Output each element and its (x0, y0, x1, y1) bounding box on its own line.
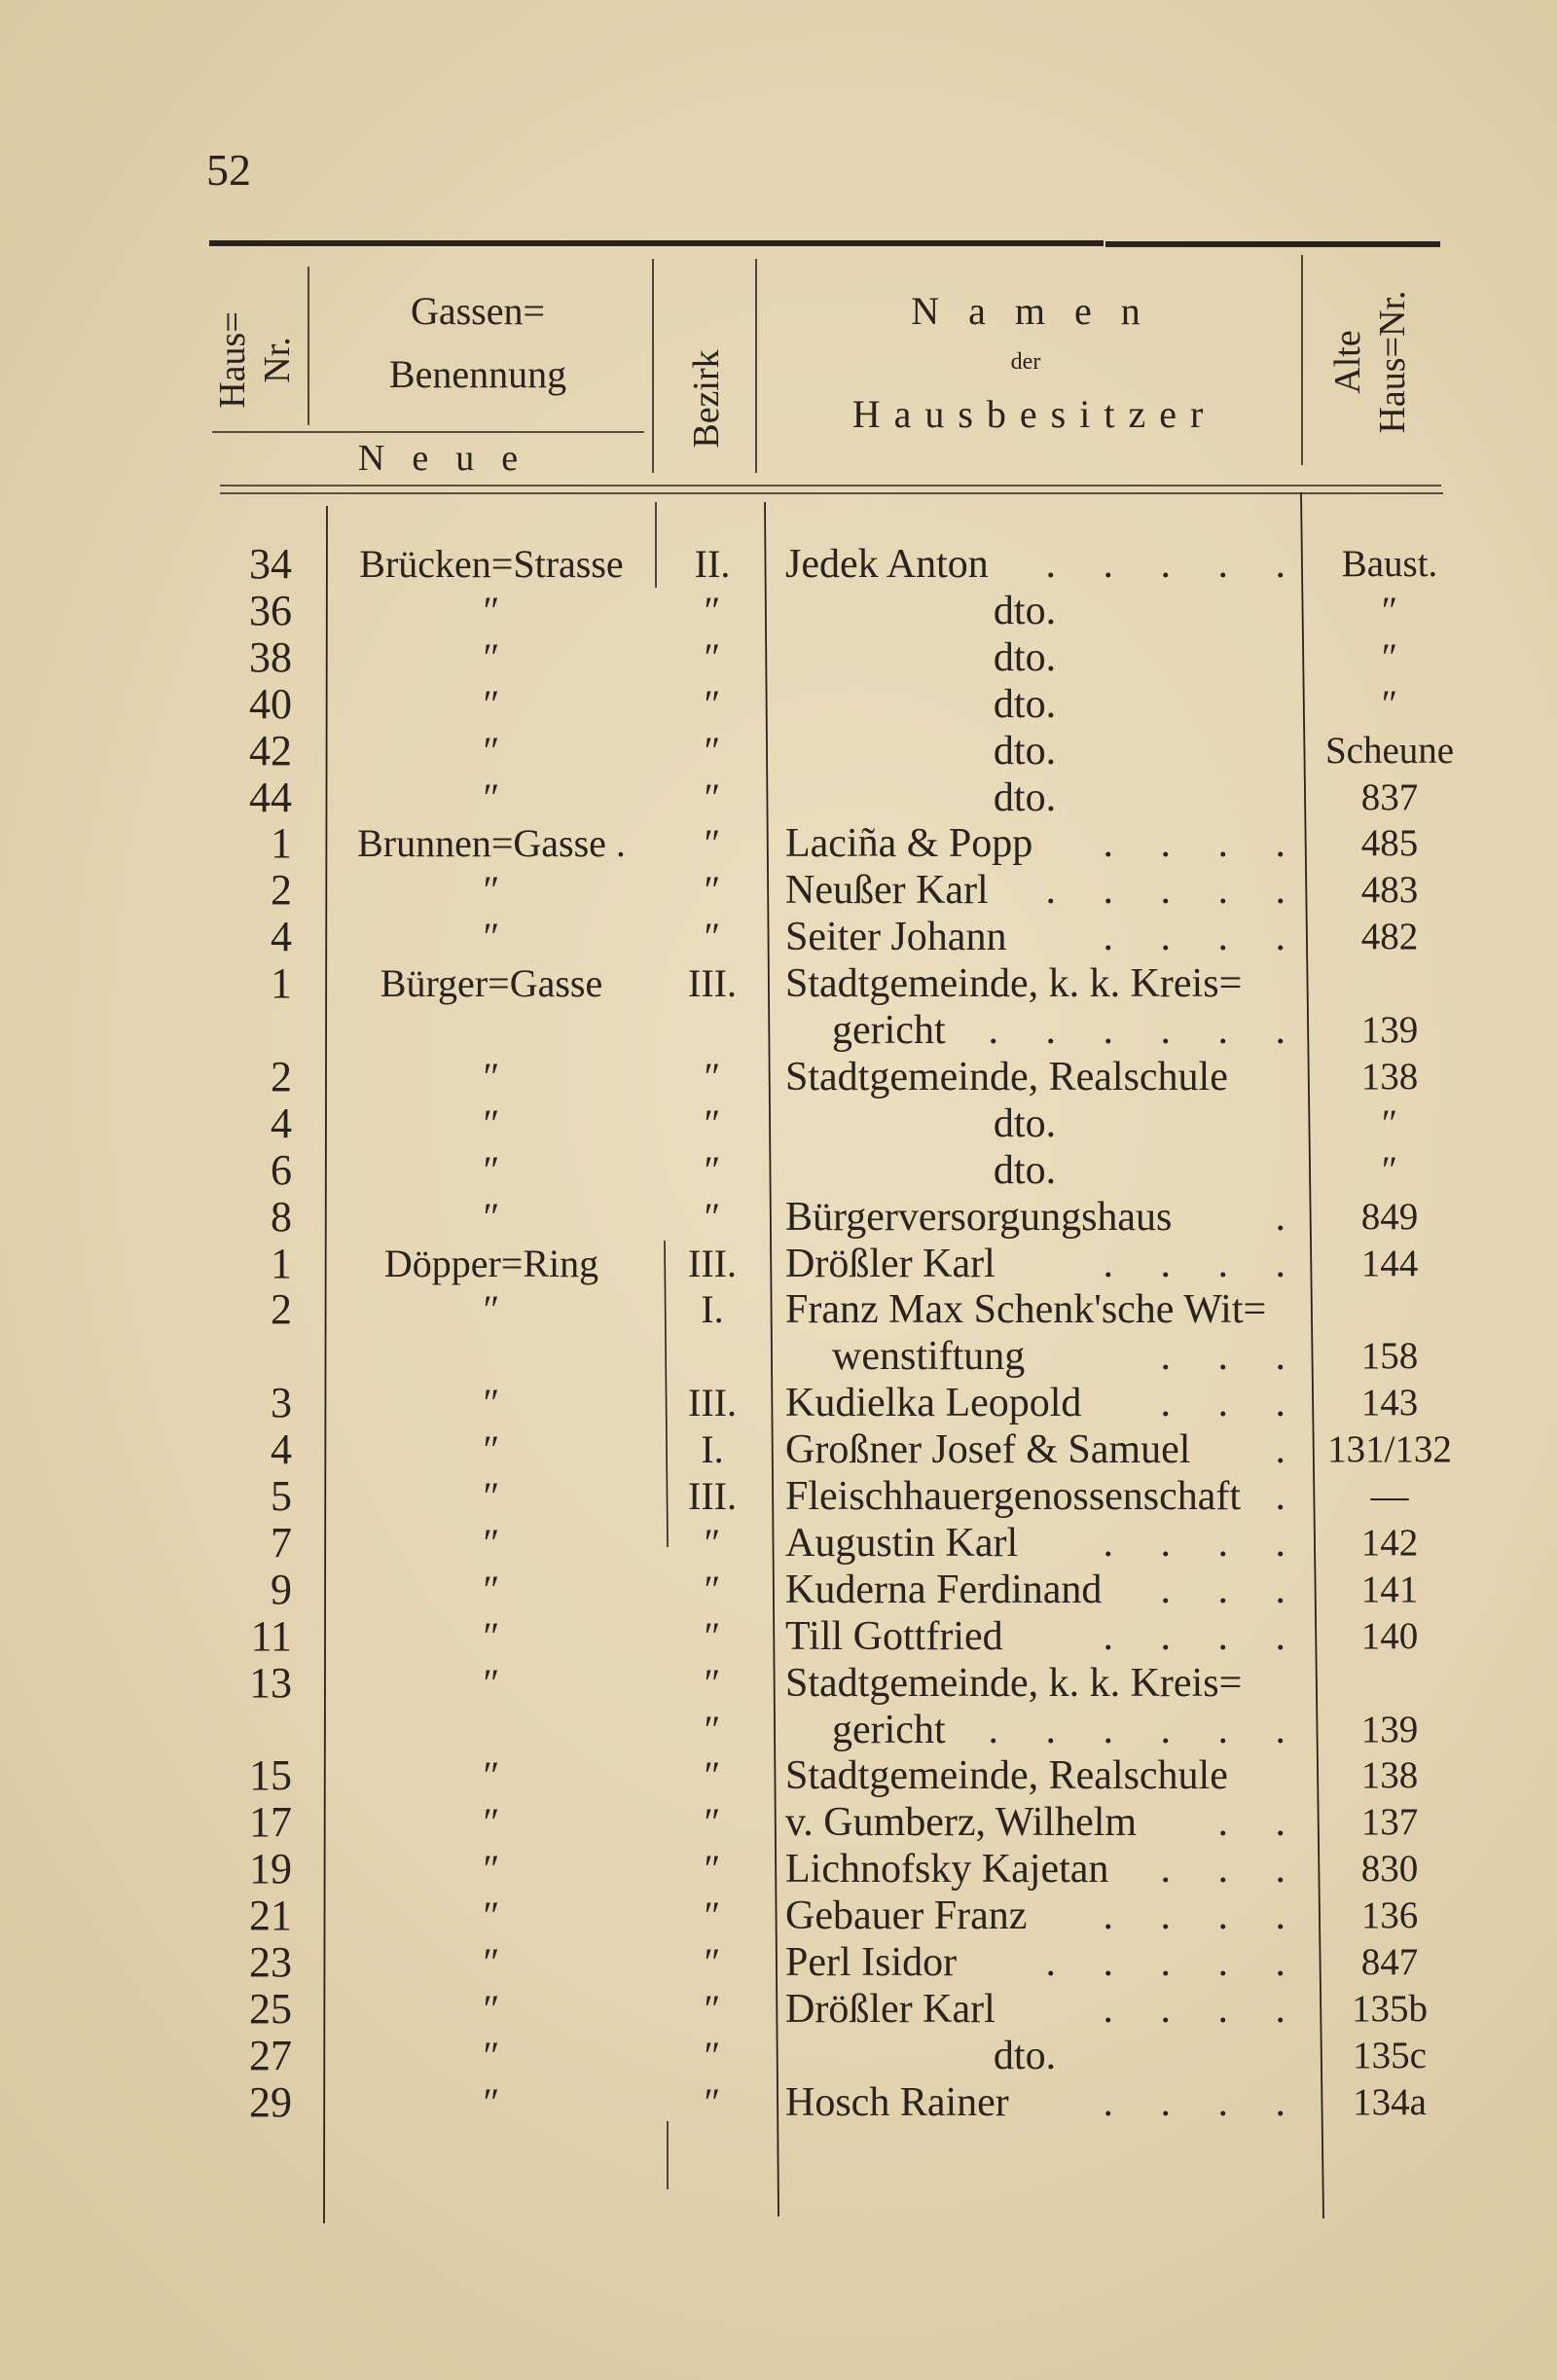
table-row (0, 1799, 1557, 1846)
owner-cell (774, 541, 1299, 588)
owner-cell (774, 820, 1299, 867)
owner-cell (774, 1613, 1299, 1660)
table-row (0, 1567, 1557, 1613)
district: ″ (704, 1986, 721, 2031)
table-row (0, 588, 1557, 634)
new-house-number: 1 (271, 819, 292, 868)
new-house-number: 8 (271, 1192, 292, 1241)
owner-name: Franz Max Schenk'sche Wit= (785, 1287, 1267, 1333)
owner-name: dto. (993, 2033, 1057, 2078)
street-name: ″ (483, 2033, 500, 2077)
new-house-number: 44 (249, 773, 292, 821)
owner-cell (774, 1380, 1299, 1426)
owner-cell (774, 1567, 1299, 1613)
new-house-number: 13 (249, 1658, 292, 1707)
header-owner-line3: Hausbesitzer (851, 392, 1217, 436)
street-name: ″ (483, 1567, 500, 1611)
district: ″ (704, 1707, 721, 1751)
owner-name: wenstiftung (832, 1334, 1026, 1380)
new-house-number: 2 (271, 1052, 292, 1100)
owner-cell (774, 1333, 1299, 1380)
table-row (0, 867, 1557, 914)
header-old-house-number-line1: Alte (1327, 330, 1368, 394)
header-house-number (210, 277, 300, 443)
old-house-number: 158 (1360, 1335, 1419, 1378)
owner-cell (774, 1520, 1299, 1567)
header-district: Bezirk (686, 349, 727, 449)
district: ″ (704, 634, 721, 679)
street-name: ″ (483, 634, 500, 679)
street-name (336, 1333, 647, 1380)
street-name: Brunnen=Gasse . (357, 821, 626, 866)
owner-name: Neußer Karl (785, 868, 989, 914)
district: ″ (704, 1800, 721, 1845)
district: ″ (704, 1194, 721, 1239)
new-house-number: 5 (271, 1472, 292, 1520)
old-house-number: 485 (1360, 822, 1419, 865)
leader-dots: . . . . (1103, 2079, 1285, 2125)
old-house-number: 139 (1360, 1708, 1419, 1750)
owner-name: gericht (832, 1707, 946, 1752)
street-name: ″ (483, 1194, 500, 1239)
leader-dots: . . . . . (1045, 868, 1285, 914)
new-house-number: 1 (271, 959, 292, 1008)
new-house-number (191, 1007, 292, 1054)
page-number: 52 (206, 145, 251, 195)
street-name: ″ (483, 1753, 500, 1798)
district: ″ (704, 2079, 721, 2124)
leader-dots: . . . . (1103, 1520, 1285, 1566)
leader-dots: . . . . (1103, 1893, 1285, 1939)
owner-name: Stadtgemeinde, Realschule (785, 1054, 1228, 1100)
new-house-number: 4 (271, 1425, 292, 1474)
owner-cell (774, 1752, 1299, 1799)
new-house-number: 19 (249, 1845, 292, 1893)
district: ″ (704, 588, 721, 632)
district (662, 1333, 763, 1380)
old-house-number: 135b (1352, 1987, 1428, 2030)
district: ″ (704, 915, 721, 959)
owner-cell (774, 1194, 1299, 1241)
owner-name: Drößler Karl (785, 1241, 996, 1286)
table-row (0, 1893, 1557, 1939)
owner-cell (774, 1241, 1299, 1287)
district: ″ (704, 868, 721, 913)
owner-cell (774, 1707, 1299, 1753)
new-house-number: 29 (249, 2077, 292, 2126)
header-old-house-number-line2: Haus=Nr. (1372, 290, 1413, 434)
old-house-number: 131/132 (1327, 1428, 1452, 1471)
leader-dots: . . . . (1103, 1613, 1285, 1659)
owner-name: dto. (993, 681, 1057, 727)
old-house-number: 847 (1360, 1941, 1419, 1983)
owner-cell (774, 1893, 1299, 1939)
old-house-number: ″ (1381, 635, 1398, 678)
district: III. (688, 1241, 737, 1285)
new-house-number: 40 (249, 679, 292, 728)
owner-name: Drößler Karl (785, 1986, 996, 2032)
leader-dots: . . . . . (1045, 1940, 1285, 1985)
owner-name: dto. (993, 634, 1057, 680)
old-house-number: Scheune (1324, 729, 1455, 772)
header-street-line2: Benennung (388, 352, 567, 396)
owner-cell (774, 588, 1299, 634)
new-house-number: 2 (271, 1285, 292, 1334)
owner-cell (774, 1054, 1299, 1100)
old-house-number (1314, 1660, 1466, 1707)
street-name: ″ (483, 775, 500, 819)
table-row (0, 1100, 1557, 1147)
table-row (0, 775, 1557, 821)
leader-dots: . . . (1160, 1334, 1285, 1380)
street-name: ″ (483, 868, 500, 913)
district: ″ (704, 2033, 721, 2077)
owner-name: Stadtgemeinde, k. k. Kreis= (785, 1660, 1243, 1706)
district: ″ (704, 1567, 721, 1611)
old-house-number: 139 (1360, 1009, 1419, 1051)
table-row (0, 1147, 1557, 1194)
district (662, 1007, 763, 1054)
leader-dots: . . . . . . (988, 1008, 1285, 1053)
owner-name: Stadtgemeinde, Realschule (785, 1753, 1228, 1799)
new-house-number: 42 (249, 726, 292, 775)
owner-cell (774, 2033, 1299, 2079)
leader-dots: . (1275, 1194, 1285, 1240)
owner-name: dto. (993, 588, 1057, 633)
old-house-number: ″ (1381, 589, 1398, 631)
street-name: ″ (483, 1893, 500, 1938)
owner-cell (774, 1799, 1299, 1846)
owner-cell (774, 1147, 1299, 1194)
street-name: ″ (483, 1381, 500, 1425)
district: ″ (704, 1520, 721, 1565)
table-row (0, 2033, 1557, 2079)
new-house-number: 9 (271, 1565, 292, 1613)
leader-dots: . . . . (1103, 1241, 1285, 1286)
owner-name: Lichnofsky Kajetan (785, 1847, 1109, 1893)
street-name: ″ (483, 1147, 500, 1192)
old-house-number: 141 (1360, 1568, 1419, 1610)
owner-cell (774, 867, 1299, 914)
owner-name: dto. (993, 1147, 1057, 1193)
header-house-number-line1: Haus= (212, 311, 253, 409)
new-house-number: 11 (250, 1611, 292, 1660)
street-name: ″ (483, 1427, 500, 1472)
old-house-number: 143 (1360, 1382, 1419, 1424)
street-name: ″ (483, 1474, 500, 1518)
street-name (336, 1707, 647, 1753)
table-row (0, 1426, 1557, 1473)
new-house-number: 27 (249, 2031, 292, 2079)
table-row (0, 1660, 1557, 1707)
leader-dots: . . . . (1103, 915, 1285, 960)
table-row (0, 1846, 1557, 1893)
old-house-number: 136 (1360, 1894, 1419, 1937)
table-row (0, 1333, 1557, 1380)
leader-dots: . . (1217, 1800, 1285, 1846)
table-row (0, 1613, 1557, 1660)
owner-name: Perl Isidor (785, 1940, 958, 1985)
table-row (0, 728, 1557, 775)
owner-cell (774, 1986, 1299, 2033)
owner-name: Stadtgemeinde, k. k. Kreis= (785, 961, 1243, 1007)
old-house-number (1314, 960, 1466, 1007)
street-name: ″ (483, 588, 500, 632)
leader-dots: . . . . (1103, 1986, 1285, 2032)
leader-dots: . . . . (1103, 821, 1285, 867)
table-row (0, 634, 1557, 681)
district: I. (701, 1427, 724, 1472)
old-house-number: Baust. (1341, 543, 1438, 585)
old-house-number: 140 (1360, 1614, 1419, 1657)
owner-cell (774, 1100, 1299, 1147)
table-row (0, 960, 1557, 1007)
old-house-number: 138 (1360, 1055, 1419, 1098)
street-name: ″ (483, 1800, 500, 1845)
old-house-number: ″ (1381, 1148, 1398, 1191)
table-row (0, 2079, 1557, 2126)
old-house-number: 849 (1360, 1195, 1419, 1238)
owner-cell (774, 1286, 1299, 1333)
street-name: ″ (483, 1520, 500, 1565)
street-name: ″ (483, 1287, 500, 1332)
district: ″ (704, 1847, 721, 1892)
street-name: ″ (483, 915, 500, 959)
street-name: ″ (483, 1054, 500, 1099)
owner-cell (774, 2079, 1299, 2126)
leader-dots: . (1275, 1427, 1285, 1473)
old-house-number: ″ (1381, 682, 1398, 725)
table-row (0, 1007, 1557, 1054)
new-house-number: 1 (271, 1239, 292, 1287)
district: III. (688, 1381, 737, 1425)
street-name: ″ (483, 1986, 500, 2031)
district: ″ (704, 681, 721, 726)
table-row (0, 1986, 1557, 2033)
header-street-line1: Gassen= (410, 289, 546, 333)
new-house-number: 7 (271, 1518, 292, 1567)
street-name: ″ (483, 1940, 500, 1984)
leader-dots: . . . . . . (988, 1707, 1285, 1752)
table-row (0, 820, 1557, 867)
street-name: ″ (483, 728, 500, 773)
table-row (0, 1473, 1557, 1520)
table-row (0, 681, 1557, 728)
owner-name: Jedek Anton (785, 542, 989, 587)
owner-name: Kudielka Leopold (785, 1381, 1082, 1426)
district: ″ (704, 1893, 721, 1938)
leader-dots: . . . (1160, 1381, 1285, 1426)
new-house-number: 4 (271, 1099, 292, 1147)
old-house-number: 134a (1353, 2080, 1427, 2123)
leader-dots: . . . . . (1045, 542, 1285, 587)
new-house-number: 4 (271, 913, 292, 961)
district: ″ (704, 1940, 721, 1984)
header-street-sub: Neue (357, 438, 546, 479)
new-house-number: 34 (249, 540, 292, 588)
leader-dots: . (1275, 1474, 1285, 1519)
old-house-number: 137 (1360, 1801, 1419, 1844)
new-house-number: 2 (271, 866, 292, 915)
header-old-house-number (1325, 260, 1415, 464)
owner-name: Seiter Johann (785, 915, 1007, 960)
new-house-number: 38 (249, 632, 292, 681)
leader-dots: . . . (1160, 1567, 1285, 1612)
district: ″ (704, 1054, 721, 1099)
new-house-number: 21 (249, 1892, 292, 1940)
new-house-number: 6 (271, 1145, 292, 1194)
owner-name: dto. (993, 775, 1057, 820)
leader-dots: . . . (1160, 1847, 1285, 1893)
district: I. (701, 1287, 724, 1332)
owner-cell (774, 914, 1299, 960)
district: ″ (704, 821, 721, 866)
table-row (0, 1939, 1557, 1986)
old-house-number: 138 (1360, 1754, 1419, 1797)
old-house-number: 144 (1360, 1242, 1419, 1284)
table-row (0, 1380, 1557, 1426)
table-row (0, 1241, 1557, 1287)
owner-name: Gebauer Franz (785, 1893, 1028, 1939)
old-house-number: 142 (1360, 1521, 1419, 1564)
table-row (0, 1752, 1557, 1799)
old-house-number: 482 (1360, 916, 1419, 958)
table-row (0, 1286, 1557, 1333)
street-name: Döpper=Ring (383, 1241, 599, 1285)
old-house-number (1314, 1286, 1466, 1333)
new-house-number: 17 (249, 1798, 292, 1847)
district: ″ (704, 775, 721, 819)
street-name: ″ (483, 1847, 500, 1892)
owner-name: Fleischhauergenossenschaft (785, 1474, 1242, 1519)
district: ″ (704, 1613, 721, 1658)
old-house-number: 830 (1360, 1848, 1419, 1891)
old-house-number: ″ (1381, 1101, 1398, 1144)
header-house-number-line2: Nr. (257, 337, 298, 383)
owner-cell (774, 728, 1299, 775)
owner-cell (774, 1660, 1299, 1707)
street-name (336, 1007, 647, 1054)
new-house-number: 36 (249, 586, 292, 634)
owner-name: Bürgerversorgungshaus (785, 1194, 1173, 1240)
header-owner-line2: der (1010, 349, 1041, 375)
new-house-number: 23 (249, 1938, 292, 1986)
district: III. (688, 961, 737, 1006)
owner-name: dto. (993, 1100, 1057, 1146)
owner-name: Großner Josef & Samuel (785, 1427, 1191, 1473)
owner-cell (774, 634, 1299, 681)
table-row (0, 541, 1557, 588)
owner-name: Laciña & Popp (785, 821, 1033, 867)
owner-cell (774, 1473, 1299, 1520)
table-row (0, 1194, 1557, 1241)
street-name: ″ (483, 1660, 500, 1705)
table-row (0, 1054, 1557, 1100)
street-name: Brücken=Strasse (359, 542, 624, 586)
owner-name: dto. (993, 728, 1057, 774)
owner-name: gericht (832, 1008, 946, 1053)
street-name: ″ (483, 681, 500, 726)
owner-cell (774, 1426, 1299, 1473)
table-row (0, 914, 1557, 960)
new-house-number (191, 1333, 292, 1380)
table-row (0, 1520, 1557, 1567)
owner-cell (774, 1007, 1299, 1054)
district: ″ (704, 1147, 721, 1192)
owner-name: v. Gumberz, Wilhelm (785, 1800, 1138, 1846)
new-house-number: 15 (249, 1751, 292, 1800)
owner-cell (774, 775, 1299, 821)
owner-cell (774, 681, 1299, 728)
district: ″ (704, 728, 721, 773)
owner-cell (774, 1939, 1299, 1986)
owner-name: Kuderna Ferdinand (785, 1567, 1103, 1612)
new-house-number: 25 (249, 1984, 292, 2033)
header-owner-line1: Namen (911, 289, 1170, 333)
street-name: ″ (483, 1100, 500, 1145)
old-house-number: 135c (1353, 2034, 1427, 2076)
district: ″ (704, 1753, 721, 1798)
district: II. (694, 542, 731, 586)
old-house-number: — (1370, 1475, 1409, 1517)
district: III. (688, 1474, 737, 1518)
owner-name: Augustin Karl (785, 1520, 1019, 1566)
district: ″ (704, 1100, 721, 1145)
street-name: ″ (483, 1613, 500, 1658)
street-name: Bürger=Gasse (380, 961, 603, 1006)
old-house-number: 483 (1360, 869, 1419, 912)
new-house-number: 3 (271, 1379, 292, 1427)
owner-name: Till Gottfried (785, 1613, 1003, 1659)
new-house-number (191, 1707, 292, 1753)
table-row (0, 1707, 1557, 1753)
district: ″ (704, 1660, 721, 1705)
owner-cell (774, 960, 1299, 1007)
old-house-number: 837 (1360, 775, 1419, 818)
street-name: ″ (483, 2079, 500, 2124)
owner-cell (774, 1846, 1299, 1893)
owner-name: Hosch Rainer (785, 2079, 1009, 2125)
